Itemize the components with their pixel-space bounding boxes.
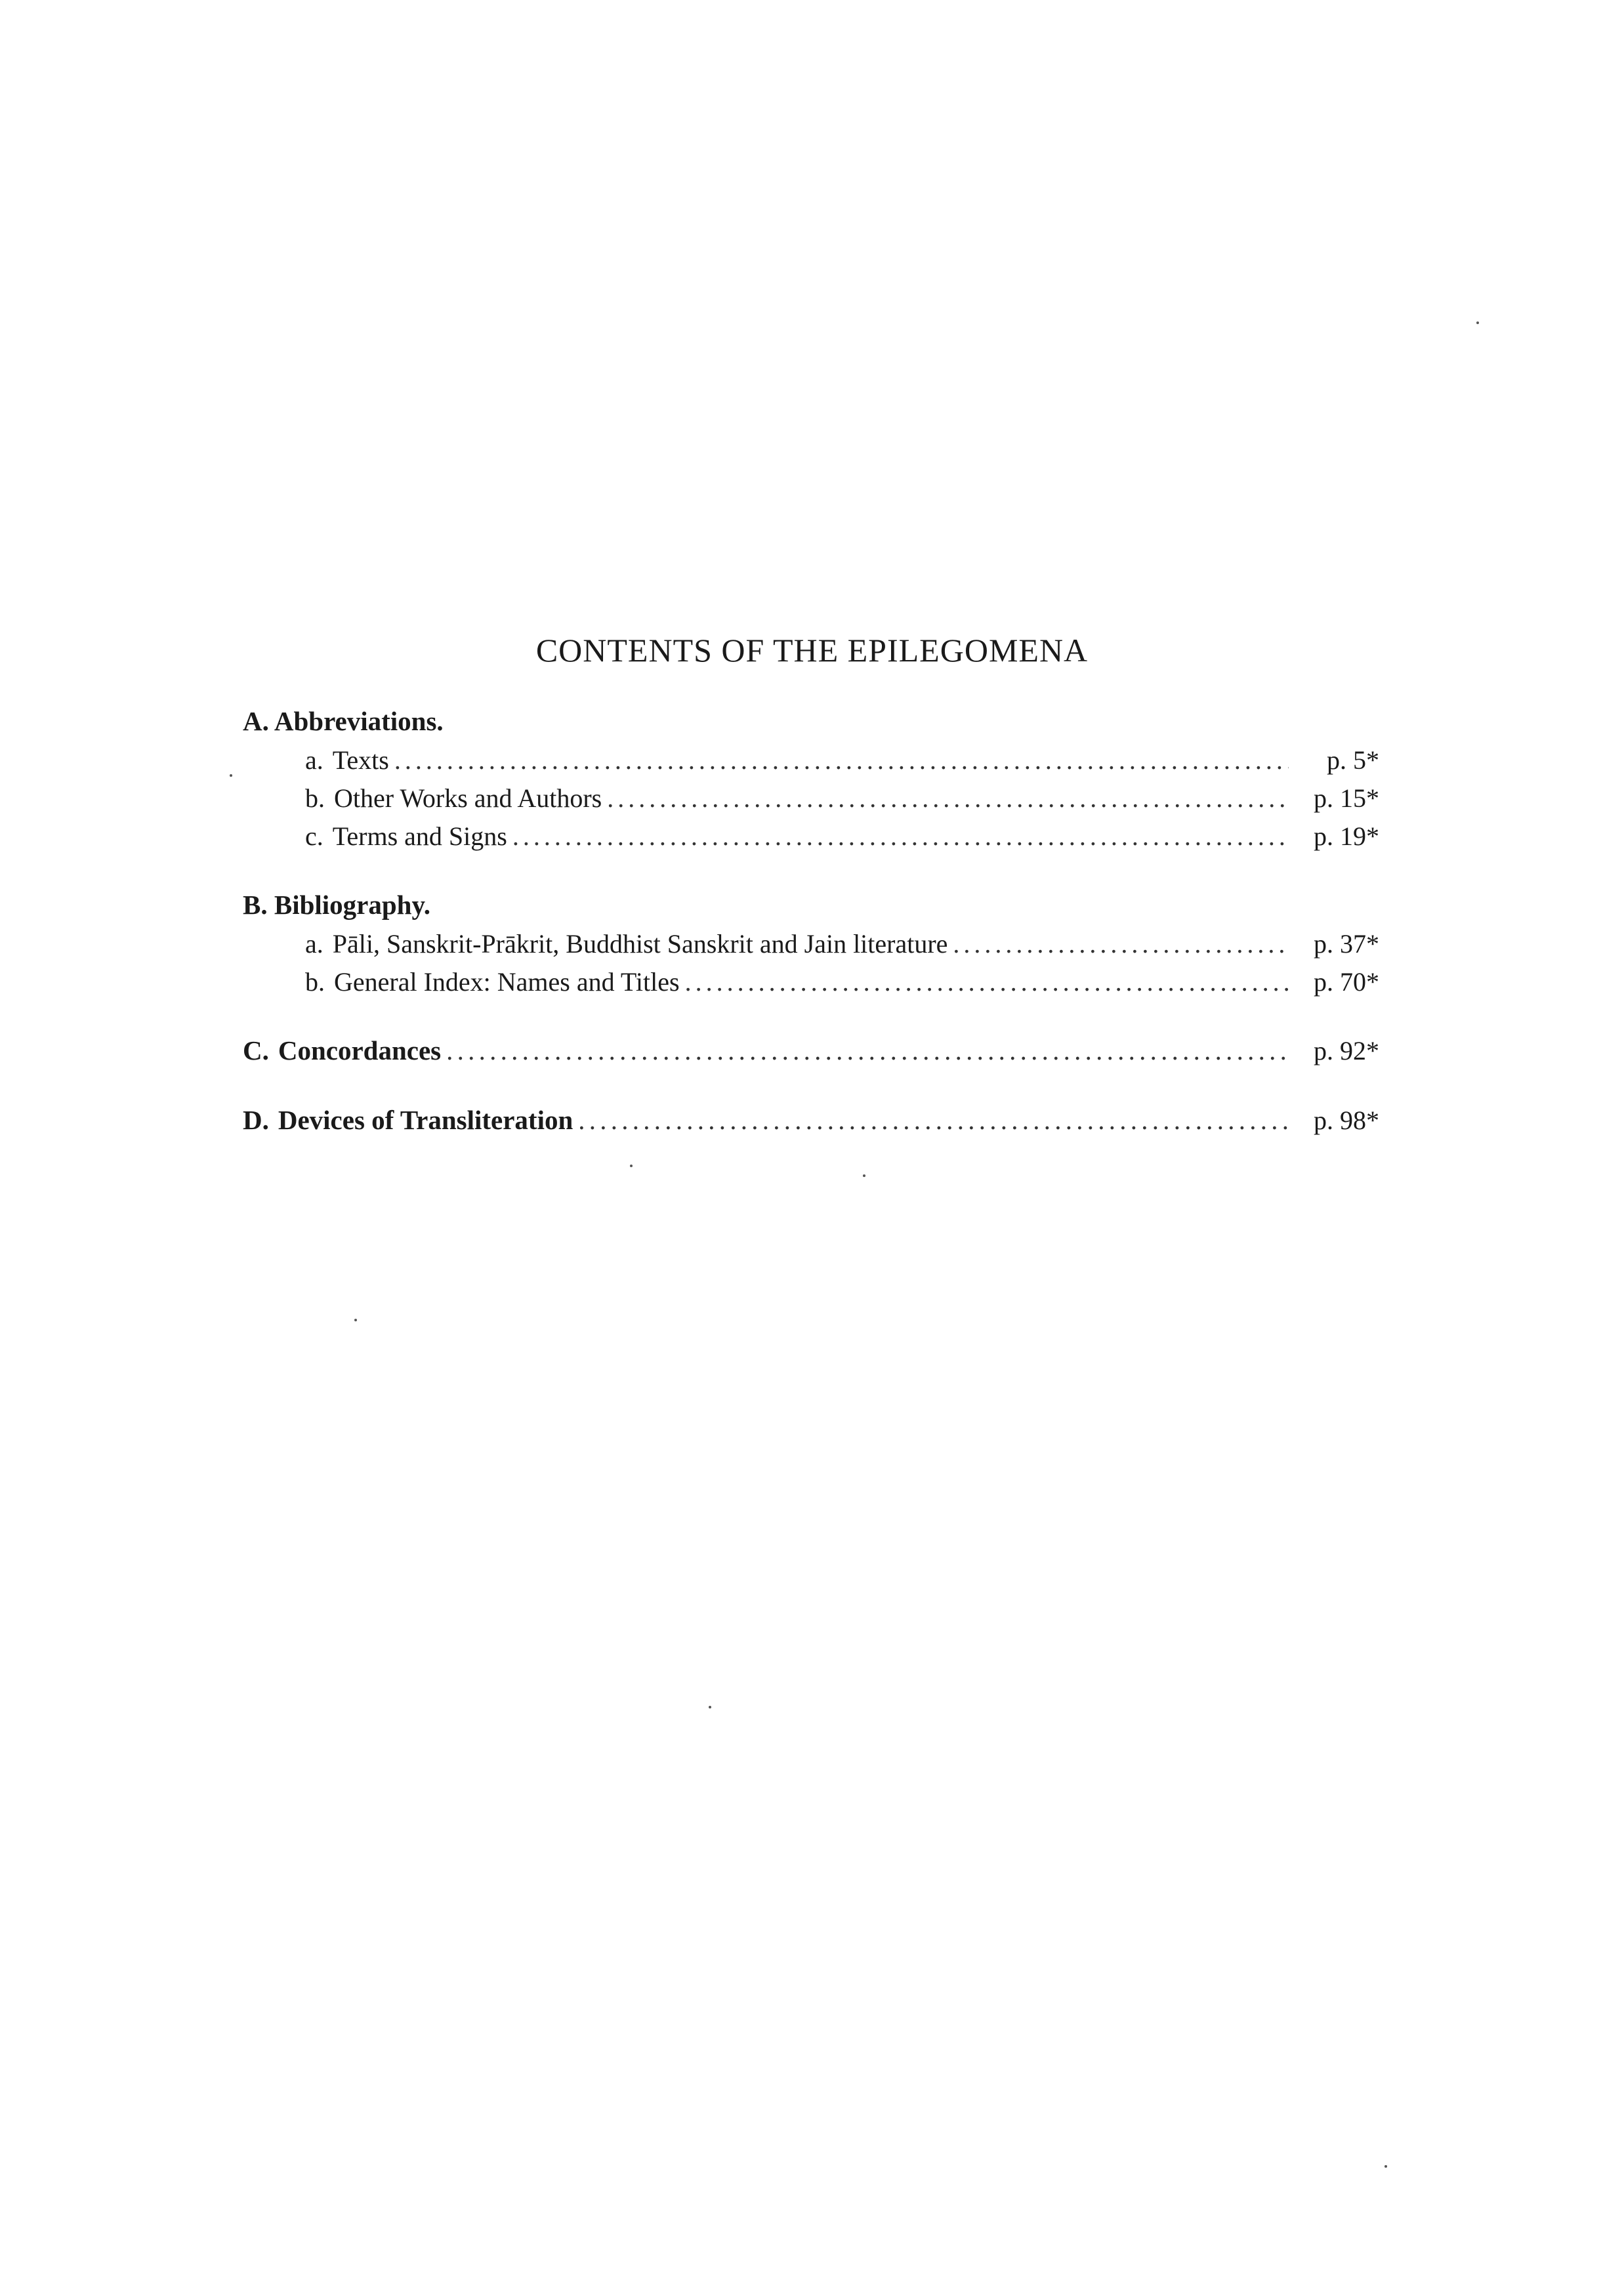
- entry-label: Pāli, Sanskrit-Prākrit, Buddhist Sanskrit and Jain literature: [332, 929, 948, 959]
- section-letter: B.: [243, 890, 268, 920]
- entry-label: Terms and Signs: [332, 821, 507, 851]
- entry-letter: c.: [305, 821, 323, 851]
- scan-speck: [863, 1174, 865, 1177]
- entry-label: General Index: Names and Titles: [334, 967, 680, 997]
- page-number: p. 92*: [1314, 1036, 1379, 1065]
- section-title: Concordances: [278, 1035, 442, 1065]
- toc-entry[interactable]: [243, 1030, 1379, 1071]
- page-number: p. 15*: [1314, 783, 1379, 813]
- entry-label: Other Works and Authors: [334, 783, 602, 813]
- scan-speck: [230, 774, 232, 777]
- toc-entry[interactable]: [243, 963, 1379, 1001]
- section-letter: A.: [243, 706, 269, 736]
- section-title: Bibliography.: [274, 890, 430, 920]
- toc-entry[interactable]: [243, 779, 1379, 817]
- scan-speck: [1385, 2165, 1387, 2168]
- toc-entry[interactable]: [243, 817, 1379, 856]
- dot-leader: [578, 1100, 1289, 1140]
- toc-entry[interactable]: [243, 741, 1379, 779]
- entry-letter: b.: [305, 783, 325, 813]
- page-title: CONTENTS OF THE EPILEGOMENA: [535, 632, 1089, 669]
- entry-label: Texts: [332, 745, 389, 775]
- dot-leader: [953, 925, 1289, 963]
- dot-leader: [607, 779, 1289, 817]
- scan-speck: [1476, 321, 1479, 324]
- section-title: Devices of Transliteration: [278, 1105, 573, 1135]
- page-number: p. 19*: [1314, 821, 1379, 851]
- scan-speck: [709, 1706, 711, 1708]
- dot-leader: [446, 1030, 1289, 1071]
- section-bibliography: [243, 884, 1379, 1001]
- section-abbreviations: [243, 701, 1379, 856]
- toc-entry[interactable]: [243, 1100, 1379, 1140]
- scan-speck: [630, 1165, 633, 1167]
- dot-leader: [685, 963, 1289, 1001]
- page-number: p. 98*: [1314, 1106, 1379, 1135]
- dot-leader: [394, 741, 1289, 779]
- section-title: Abbreviations.: [274, 706, 444, 736]
- table-of-contents: [243, 701, 1379, 1140]
- scan-speck: [354, 1319, 357, 1321]
- section-transliteration: [243, 1100, 1379, 1140]
- entry-letter: b.: [305, 967, 325, 997]
- page-number: p. 70*: [1314, 967, 1379, 997]
- entry-letter: a.: [305, 929, 323, 959]
- section-concordances: [243, 1030, 1379, 1071]
- entry-letter: a.: [305, 745, 323, 775]
- section-heading: [243, 884, 1379, 925]
- page-number: p. 37*: [1314, 929, 1379, 959]
- page-number: p. 5*: [1327, 745, 1379, 775]
- section-letter: D.: [243, 1105, 269, 1135]
- section-heading: [243, 701, 1379, 741]
- dot-leader: [512, 817, 1289, 856]
- toc-entry[interactable]: [243, 925, 1379, 963]
- section-letter: C.: [243, 1035, 269, 1065]
